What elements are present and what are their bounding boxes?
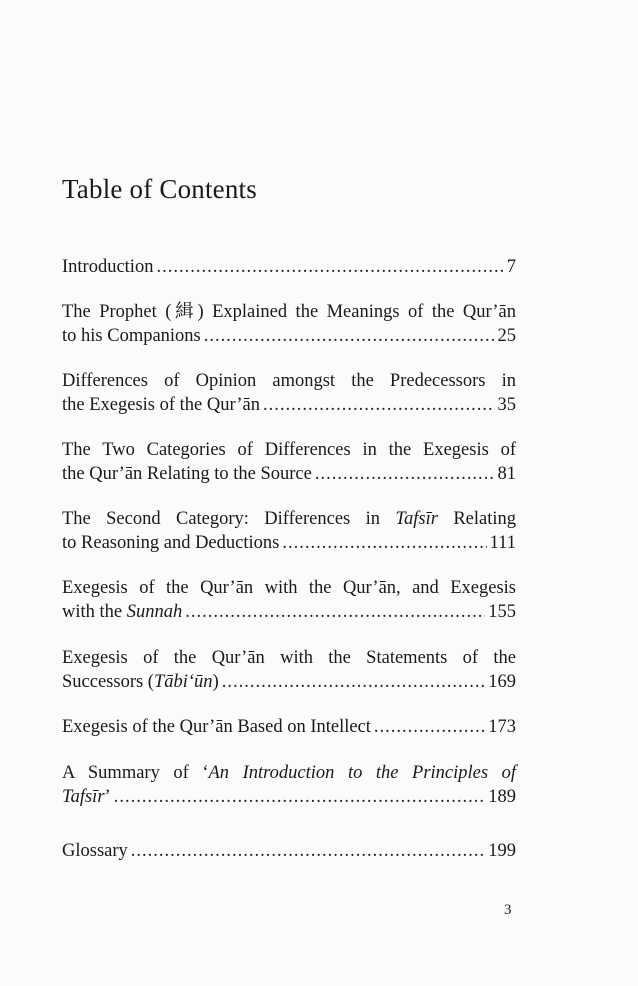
- toc-italic-text: Sunnah: [126, 602, 183, 622]
- toc-text: with the: [62, 602, 127, 622]
- toc-entry-page: 169: [488, 672, 516, 692]
- page-number: 3: [504, 902, 512, 918]
- toc-entry-title-line2: [62, 785, 111, 809]
- toc-entry-page: 155: [488, 602, 516, 622]
- toc-entry-title-line1: [62, 507, 516, 531]
- toc-entry-page: 173: [488, 717, 516, 737]
- toc-entry-prophet-explained[interactable]: [62, 300, 516, 348]
- toc-entry-second-category[interactable]: [62, 507, 516, 555]
- toc-entry-title-line2: the Qur’ān Relating to the Source: [62, 464, 312, 484]
- toc-entry-title-line2: [62, 600, 182, 624]
- toc-entry-two-categories[interactable]: [62, 438, 516, 486]
- toc-entry-title-line1: [62, 761, 516, 785]
- dot-leader: [114, 785, 486, 809]
- toc-entry-introduction[interactable]: [62, 255, 516, 279]
- toc-entry-title-line1: The Prophet (緝) Explained the Meanings of the Qur’ān: [62, 302, 516, 322]
- toc-entry-page: 81: [497, 464, 516, 484]
- toc-entry-title-line1: Exegesis of the Qur’ān with the Statements of the: [62, 648, 516, 668]
- toc-italic-text: Tafsīr: [62, 787, 105, 807]
- page-title: Table of Contents: [62, 174, 257, 204]
- toc-text: The Second Category: Differences in: [62, 509, 396, 529]
- toc-text: Successors (: [62, 672, 154, 692]
- dot-leader: [374, 715, 485, 739]
- toc-entry-title-line2: the Exegesis of the Qur’ān: [62, 395, 260, 415]
- toc-entry-title-line2: [62, 670, 219, 694]
- dot-leader: [282, 531, 486, 555]
- toc-entry-exegesis-with-quran[interactable]: [62, 576, 516, 624]
- toc-entry-summary[interactable]: [62, 761, 516, 809]
- toc-entry-page: 25: [497, 326, 516, 346]
- toc-italic-text: Tafsīr: [395, 509, 438, 529]
- dot-leader: [131, 839, 485, 863]
- toc-entry-page: 35: [497, 395, 516, 415]
- toc-entry-page: 189: [488, 787, 516, 807]
- dot-leader: [185, 600, 485, 624]
- toc-entry-page: 7: [506, 257, 516, 277]
- toc-entry-title: Introduction: [62, 257, 154, 277]
- toc-entry-page: 199: [488, 841, 516, 861]
- toc-text: Relating: [437, 509, 516, 529]
- dot-leader: [156, 255, 503, 279]
- dot-leader: [204, 324, 495, 348]
- toc-italic-text: Tābi‘ūn: [153, 672, 213, 692]
- toc-entry-differences-of-opinion[interactable]: [62, 369, 516, 417]
- toc-entry-title-line1: The Two Categories of Differences in the Exegesis of: [62, 440, 516, 460]
- toc-entry-title: Glossary: [62, 841, 128, 861]
- toc-entry-title-line2: to Reasoning and Deductions: [62, 533, 280, 553]
- toc-text: ): [212, 672, 219, 692]
- toc-text: A Summary of ‘: [62, 763, 209, 783]
- toc-entry-glossary[interactable]: [62, 839, 516, 863]
- dot-leader: [315, 462, 495, 486]
- toc-text: ’: [104, 787, 111, 807]
- toc-italic-text: An Introduction to the Principles of: [208, 763, 517, 783]
- toc-entry-statements-of-successors[interactable]: [62, 646, 516, 694]
- toc-entry-title-line1: Exegesis of the Qur’ān with the Qur’ān, and Exegesis: [62, 578, 516, 598]
- dot-leader: [263, 393, 495, 417]
- dot-leader: [222, 670, 486, 694]
- toc-entry-page: 111: [489, 533, 516, 553]
- toc-entry-title: Exegesis of the Qur’ān Based on Intellect: [62, 717, 371, 737]
- toc-entry-title-line1: Differences of Opinion amongst the Predecessors in: [62, 371, 516, 391]
- toc-entry-title-line2: to his Companions: [62, 326, 201, 346]
- toc-entry-based-on-intellect[interactable]: [62, 715, 516, 739]
